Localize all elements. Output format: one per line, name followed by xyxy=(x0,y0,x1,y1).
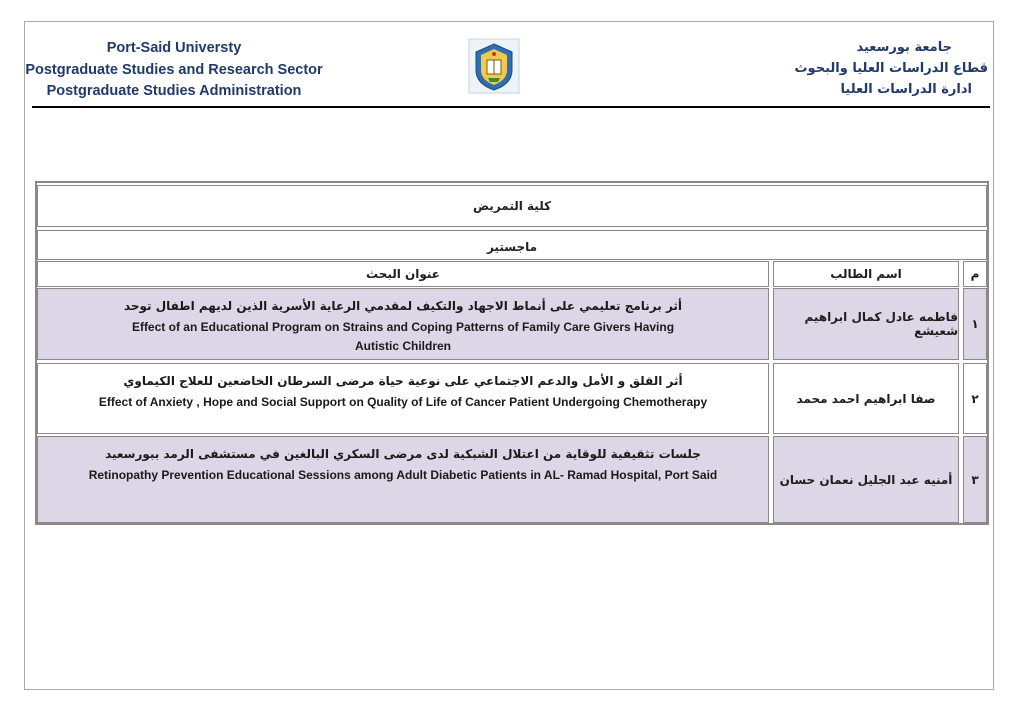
row-number: ٢ xyxy=(971,391,979,406)
row-number-cell xyxy=(963,288,987,360)
research-title-cell xyxy=(37,436,769,523)
university-header-english xyxy=(24,38,324,103)
student-name-cell xyxy=(773,436,959,523)
row-number-cell xyxy=(963,363,987,434)
research-title-cell xyxy=(37,288,769,360)
research-title-cell xyxy=(37,363,769,434)
research-title-english: Retinopathy Prevention Educational Sessions among Adult Diabetic Patients in AL- Ramad Hospital, Port Said xyxy=(88,468,718,482)
university-name-english: Port-Said Universty xyxy=(106,40,242,56)
row-number: ١ xyxy=(971,317,979,331)
student-name: أمنيه عبد الجليل نعمان حسان xyxy=(779,472,953,487)
administration-name-english: Postgraduate Studies Administration xyxy=(46,83,302,99)
theses-table xyxy=(35,181,989,525)
table-row xyxy=(37,436,987,523)
university-logo xyxy=(468,38,520,94)
sector-name-english: Postgraduate Studies and Research Sector xyxy=(25,61,323,78)
degree-heading: ماجستير xyxy=(37,230,987,260)
research-title-english: Effect of an Educational Program on Strains and Coping Patterns of Family Care Givers Having Autistic Children xyxy=(131,320,675,353)
table-header-row xyxy=(37,261,987,287)
research-title-arabic: أثر القلق و الأمل والدعم الاجتماعي على نوعية حياة مرضى السرطان الخاضعين للعلاج الكيماوي xyxy=(123,374,683,388)
student-name: فاطمه عادل كمال ابراهيم شعيشع xyxy=(804,310,958,338)
table-row xyxy=(37,288,987,360)
administration-name-arabic: ادارة الدراسات العليا xyxy=(840,82,972,97)
research-title-arabic: أثر برنامج تعليمي على أنماط الاجهاد والتكيف لمقدمي الرعاية الأسرية الذين لديهم اطفال توحد xyxy=(123,299,683,313)
row-number-cell xyxy=(963,436,987,523)
student-name: صفا ابراهيم احمد محمد xyxy=(796,391,936,406)
student-name-cell xyxy=(773,288,959,360)
research-title-arabic: جلسات تثقيفية للوقاية من اعتلال الشبكية لدى مرضى السكري البالغين في مستشفى الرمد ببورسعيد xyxy=(105,447,701,461)
column-header-number: م xyxy=(963,261,987,287)
university-name-arabic: جامعة بورسعيد xyxy=(856,40,952,55)
university-header-arabic xyxy=(768,37,988,100)
college-heading: كلية التمريض xyxy=(37,185,987,227)
row-number: ٣ xyxy=(971,472,979,487)
table-row xyxy=(37,363,987,434)
header-divider xyxy=(32,106,990,108)
research-title-english: Effect of Anxiety , Hope and Social Support on Quality of Life of Cancer Patient Undergoing Chemotherapy xyxy=(98,395,708,409)
column-header-research-title: عنوان البحث xyxy=(37,261,769,287)
column-header-student-name: اسم الطالب xyxy=(773,261,959,287)
sector-name-arabic: قطاع الدراسات العليا والبحوث xyxy=(794,61,988,76)
student-name-cell xyxy=(773,363,959,434)
